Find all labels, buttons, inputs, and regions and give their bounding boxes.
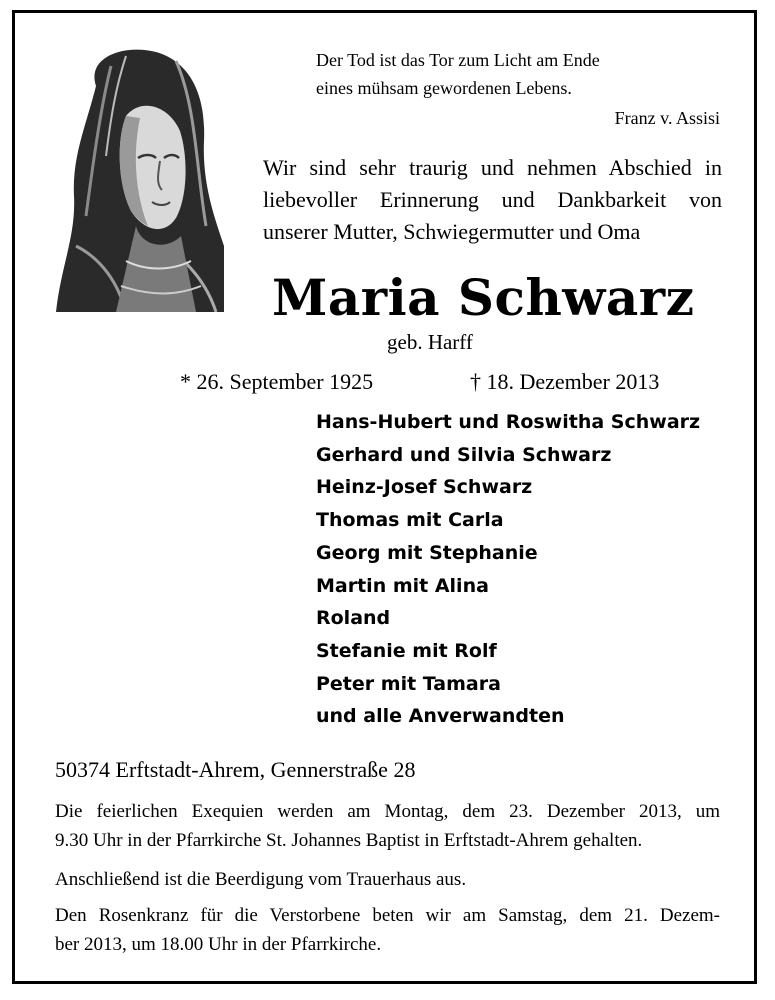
intro-text (263, 152, 722, 248)
quote-line-2: eines mühsam gewordenen Lebens. (316, 78, 572, 98)
rosary-line-2: ber 2013, um 18.00 Uhr in der Pfarrkirche. (55, 934, 382, 955)
exequien-notice (55, 797, 720, 855)
birth-name: geb. Harff (387, 330, 473, 354)
mourner-item: Martin mit Alina (316, 574, 489, 597)
mourner-item: Roland (316, 607, 391, 630)
exequien-line-2: 9.30 Uhr in der Pfarrkirche St. Johannes Baptist in Erftstadt-Ahrem gehalten. (55, 830, 643, 851)
rosary-line-1: Den Rosenkranz für die Verstorbene beten wir am Samstag, dem 21. Dezem- (55, 905, 720, 926)
mourner-item: Heinz-Josef Schwarz (316, 476, 533, 499)
rosary-notice (55, 901, 720, 959)
mourner-item: Stefanie mit Rolf (316, 639, 497, 662)
mourner-item: Georg mit Stephanie (316, 541, 538, 564)
address: 50374 Erftstadt-Ahrem, Gennerstraße 28 (55, 757, 416, 782)
quote-author: Franz v. Assisi (614, 108, 720, 128)
exequien-line-1: Die feierlichen Exequien werden am Montag, dem 23. Dezember 2013, um (55, 801, 720, 822)
intro-line-1: Wir sind sehr traurig und nehmen Abschied in (263, 155, 722, 180)
madonna-portrait-image (56, 46, 224, 312)
birth-date: * 26. September 1925 (180, 369, 374, 394)
intro-line-2: liebevoller Erinnerung und Dankbarkeit von (263, 187, 722, 212)
mourner-item: Gerhard und Silvia Schwarz (316, 443, 612, 466)
intro-line-3: unserer Mutter, Schwiegermutter und Oma (263, 219, 641, 244)
mourner-item: Peter mit Tamara (316, 672, 501, 695)
burial-notice: Anschließend ist die Beerdigung vom Trauerhaus aus. (55, 869, 467, 890)
mourner-item: Hans-Hubert und Roswitha Schwarz (316, 411, 701, 433)
mourners-list (316, 406, 700, 733)
death-date: † 18. Dezember 2013 (470, 369, 660, 394)
mourner-item: und alle Anverwandten (316, 705, 565, 728)
deceased-name: Maria Schwarz (272, 268, 695, 327)
quote-line-1: Der Tod ist das Tor zum Licht am Ende (316, 50, 600, 70)
mourner-item: Thomas mit Carla (316, 509, 504, 532)
